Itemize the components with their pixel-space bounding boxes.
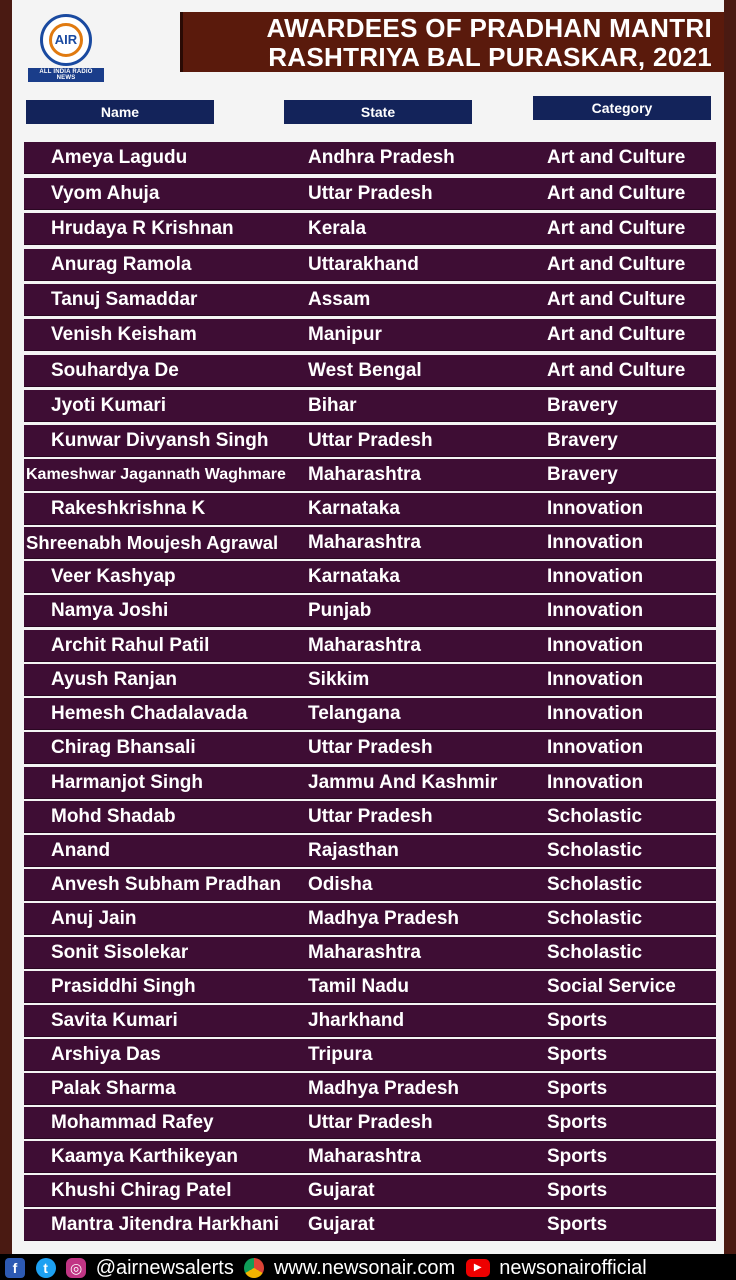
table-row bbox=[24, 698, 716, 729]
table-row bbox=[24, 1175, 716, 1206]
table-row bbox=[24, 1005, 716, 1036]
cell-name: Souhardya De bbox=[51, 360, 179, 381]
table-row bbox=[24, 319, 716, 350]
logo-disc-icon: AIR bbox=[40, 14, 92, 66]
table-row bbox=[24, 284, 716, 315]
cell-state: Punjab bbox=[308, 600, 372, 621]
cell-state: Uttar Pradesh bbox=[308, 737, 433, 758]
table-row bbox=[24, 801, 716, 832]
table-row bbox=[24, 1209, 716, 1240]
title-line-1: AWARDEES OF PRADHAN MANTRI bbox=[266, 13, 712, 43]
youtube-icon[interactable]: ▶ bbox=[466, 1259, 490, 1277]
cell-category: Sports bbox=[547, 1146, 608, 1167]
cell-name: Harmanjot Singh bbox=[51, 772, 204, 793]
cell-state: Jammu And Kashmir bbox=[308, 772, 498, 793]
cell-category: Sports bbox=[547, 1078, 608, 1099]
cell-state: Tripura bbox=[308, 1044, 373, 1065]
table-row bbox=[24, 355, 716, 386]
cell-state: Manipur bbox=[308, 324, 382, 345]
cell-state: Tamil Nadu bbox=[308, 976, 409, 997]
table-row bbox=[24, 142, 716, 173]
cell-name: Jyoti Kumari bbox=[51, 395, 167, 416]
footer-social-bar bbox=[0, 1254, 736, 1280]
cell-category: Scholastic bbox=[547, 942, 643, 963]
cell-state: Maharashtra bbox=[308, 635, 421, 656]
cell-state: Maharashtra bbox=[308, 1146, 421, 1167]
cell-name: Anurag Ramola bbox=[51, 254, 192, 275]
cell-name: Kunwar Divyansh Singh bbox=[51, 430, 269, 451]
cell-state: Uttar Pradesh bbox=[308, 1112, 433, 1133]
cell-category: Art and Culture bbox=[547, 324, 686, 345]
cell-category: Art and Culture bbox=[547, 183, 686, 204]
table-row bbox=[24, 835, 716, 866]
cell-state: Uttar Pradesh bbox=[308, 430, 433, 451]
table-row bbox=[24, 425, 716, 456]
cell-category: Innovation bbox=[547, 737, 644, 758]
cell-name: Vyom Ahuja bbox=[51, 183, 160, 204]
table-row bbox=[24, 1107, 716, 1138]
table-row bbox=[24, 1141, 716, 1172]
cell-state: Gujarat bbox=[308, 1180, 375, 1201]
cell-name: Anand bbox=[51, 840, 111, 861]
cell-name: Venish Keisham bbox=[51, 324, 197, 345]
cell-state: Madhya Pradesh bbox=[308, 1078, 459, 1099]
cell-name: Shreenabh Moujesh Agrawal bbox=[26, 532, 279, 553]
cell-state: Assam bbox=[308, 289, 371, 310]
cell-category: Sports bbox=[547, 1010, 608, 1031]
cell-name: Hrudaya R Krishnan bbox=[51, 218, 234, 239]
cell-state: Maharashtra bbox=[308, 942, 421, 963]
cell-category: Social Service bbox=[547, 976, 676, 997]
cell-state: Madhya Pradesh bbox=[308, 908, 459, 929]
cell-state: Odisha bbox=[308, 874, 373, 895]
cell-category: Innovation bbox=[547, 703, 644, 724]
cell-state: Karnataka bbox=[308, 498, 400, 519]
cell-state: Maharashtra bbox=[308, 464, 421, 485]
cell-category: Sports bbox=[547, 1214, 608, 1235]
table-row bbox=[24, 1039, 716, 1070]
cell-category: Art and Culture bbox=[547, 147, 686, 168]
cell-name: Ameya Lagudu bbox=[51, 147, 188, 168]
facebook-icon[interactable]: f bbox=[5, 1258, 25, 1278]
cell-state: Karnataka bbox=[308, 566, 400, 587]
column-header-name: Name bbox=[26, 100, 214, 124]
table-row bbox=[24, 869, 716, 900]
cell-state: Uttarakhand bbox=[308, 254, 419, 275]
table-row bbox=[24, 664, 716, 695]
cell-category: Innovation bbox=[547, 566, 644, 587]
cell-state: Bihar bbox=[308, 395, 357, 416]
cell-state: Andhra Pradesh bbox=[308, 147, 455, 168]
cell-category: Innovation bbox=[547, 669, 644, 690]
cell-name: Mohd Shadab bbox=[51, 806, 176, 827]
page-title bbox=[180, 12, 724, 72]
logo-caption: ALL INDIA RADIO NEWS bbox=[28, 68, 104, 82]
cell-category: Bravery bbox=[547, 464, 618, 485]
cell-state: West Bengal bbox=[308, 360, 422, 381]
cell-category: Innovation bbox=[547, 772, 644, 793]
cell-name: Prasiddhi Singh bbox=[51, 976, 196, 997]
cell-category: Sports bbox=[547, 1112, 608, 1133]
air-logo bbox=[28, 14, 104, 84]
instagram-icon[interactable]: ◎ bbox=[66, 1258, 86, 1278]
website-link[interactable]: www.newsonair.com bbox=[273, 1256, 456, 1279]
cell-category: Bravery bbox=[547, 395, 618, 416]
chrome-icon bbox=[244, 1258, 264, 1278]
cell-category: Art and Culture bbox=[547, 218, 686, 239]
cell-name: Namya Joshi bbox=[51, 600, 169, 621]
cell-name: Mantra Jitendra Harkhani bbox=[51, 1214, 280, 1235]
cell-category: Sports bbox=[547, 1180, 608, 1201]
cell-state: Uttar Pradesh bbox=[308, 183, 433, 204]
twitter-handle[interactable]: @airnewsalerts bbox=[95, 1256, 234, 1279]
cell-state: Jharkhand bbox=[308, 1010, 405, 1031]
cell-name: Rakeshkrishna K bbox=[51, 498, 206, 519]
table-row bbox=[24, 527, 716, 558]
cell-category: Scholastic bbox=[547, 874, 643, 895]
cell-category: Innovation bbox=[547, 600, 644, 621]
cell-name: Chirag Bhansali bbox=[51, 737, 196, 758]
cell-name: Archit Rahul Patil bbox=[51, 635, 210, 656]
cell-category: Scholastic bbox=[547, 806, 643, 827]
cell-name: Anvesh Subham Pradhan bbox=[51, 874, 282, 895]
table-row bbox=[24, 561, 716, 592]
table-row bbox=[24, 493, 716, 524]
twitter-icon[interactable]: t bbox=[36, 1258, 56, 1278]
table-row bbox=[24, 937, 716, 968]
youtube-channel[interactable]: newsonairofficial bbox=[499, 1256, 647, 1279]
table-row bbox=[24, 390, 716, 421]
cell-category: Innovation bbox=[547, 532, 644, 553]
table-row bbox=[24, 767, 716, 798]
table-row bbox=[24, 732, 716, 763]
cell-name: Sonit Sisolekar bbox=[51, 942, 189, 963]
table-row bbox=[24, 213, 716, 244]
cell-category: Innovation bbox=[547, 635, 644, 656]
cell-name: Arshiya Das bbox=[51, 1044, 161, 1065]
cell-name: Kameshwar Jagannath Waghmare bbox=[26, 466, 286, 483]
table-row bbox=[24, 1073, 716, 1104]
cell-category: Sports bbox=[547, 1044, 608, 1065]
cell-category: Art and Culture bbox=[547, 360, 686, 381]
cell-name: Tanuj Samaddar bbox=[51, 289, 198, 310]
cell-name: Savita Kumari bbox=[51, 1010, 178, 1031]
table-row bbox=[24, 971, 716, 1002]
cell-category: Scholastic bbox=[547, 840, 643, 861]
cell-name: Khushi Chirag Patel bbox=[51, 1180, 232, 1201]
cell-name: Mohammad Rafey bbox=[51, 1112, 214, 1133]
cell-category: Bravery bbox=[547, 430, 618, 451]
cell-state: Rajasthan bbox=[308, 840, 399, 861]
cell-state: Kerala bbox=[308, 218, 367, 239]
cell-name: Ayush Ranjan bbox=[51, 669, 177, 690]
cell-name: Hemesh Chadalavada bbox=[51, 703, 248, 724]
cell-state: Sikkim bbox=[308, 669, 370, 690]
cell-category: Art and Culture bbox=[547, 289, 686, 310]
cell-state: Uttar Pradesh bbox=[308, 806, 433, 827]
table-row bbox=[24, 178, 716, 209]
column-header-category: Category bbox=[533, 96, 711, 120]
cell-category: Innovation bbox=[547, 498, 644, 519]
cell-category: Scholastic bbox=[547, 908, 643, 929]
table-row bbox=[24, 630, 716, 661]
column-header-state: State bbox=[284, 100, 472, 124]
title-line-2: RASHTRIYA BAL PURASKAR, 2021 bbox=[268, 42, 712, 72]
cell-name: Palak Sharma bbox=[51, 1078, 176, 1099]
table-row bbox=[24, 459, 716, 490]
table-row bbox=[24, 249, 716, 280]
cell-state: Maharashtra bbox=[308, 532, 421, 553]
cell-state: Telangana bbox=[308, 703, 401, 724]
table-row bbox=[24, 595, 716, 626]
cell-name: Veer Kashyap bbox=[51, 566, 176, 587]
cell-state: Gujarat bbox=[308, 1214, 375, 1235]
cell-name: Anuj Jain bbox=[51, 908, 137, 929]
table-row bbox=[24, 903, 716, 934]
cell-category: Art and Culture bbox=[547, 254, 686, 275]
cell-name: Kaamya Karthikeyan bbox=[51, 1146, 238, 1167]
